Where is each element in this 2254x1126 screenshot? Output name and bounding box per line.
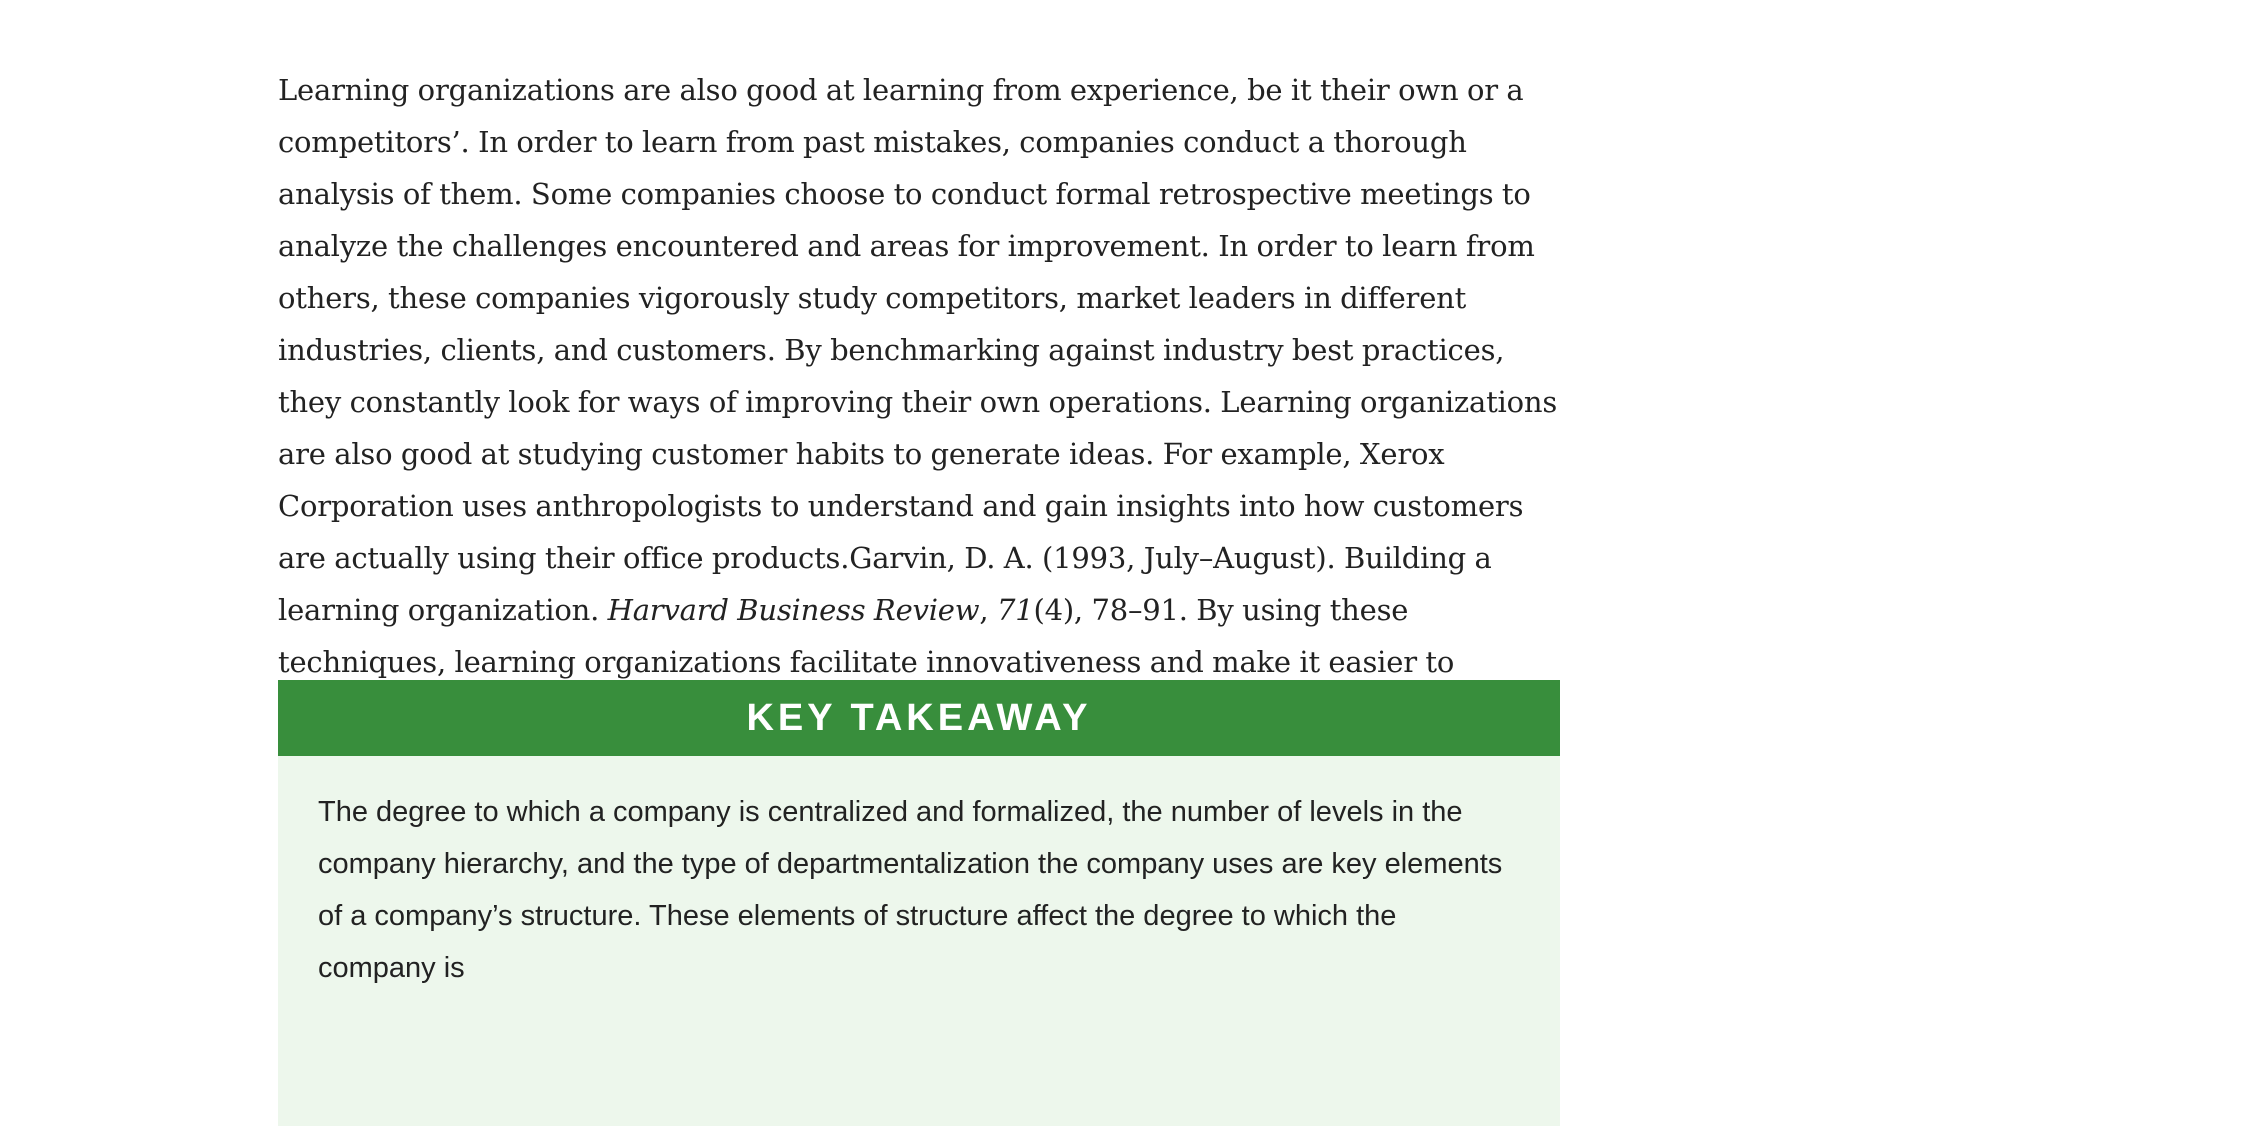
paragraph-text: Learning organizations are also good at learning from experience, be it their own or a competitors’. In order to learn from past mistakes, companies conduct a thorough analysis of them. Some companies choose to conduct formal retrospective meetings to analyze the challenges encountered and areas for improvement. In order to learn from others, these companies vigorously study competitors, market leaders in different industries, clients, and customers. By benchmarking against industry best practices, they constantly look for ways of improving their own operations. Learning organizations are also good at studying customer habits to generate ideas. For example, Xerox Corporation uses anthropologists to understand and gain insights into how customers are actually using their office products.Garvin, D. A. (1993, July–August). Building a learning organization. [278,73,1558,627]
article-body [278,64,1562,740]
body-paragraph [278,64,1562,740]
citation-separator: , [979,593,997,627]
paragraph-text-continued: (4), 78–91. By using these techniques, learning organizations facilitate innovativeness and make it easier to [278,593,1455,679]
key-takeaway-text: The degree to which a company is centralized and formalized, the number of levels in the company hierarchy, and the type of departmentalization the company uses are key elements of a company’s structure. These elements of structure affect the degree to which the company is [318,796,1503,984]
key-takeaway-box [278,680,1560,1126]
key-takeaway-header [278,680,1560,756]
citation-volume: 71 [996,593,1034,627]
key-takeaway-title: KEY TAKEAWAY [746,696,1092,739]
citation-journal: Harvard Business Review [607,593,980,627]
key-takeaway-content [278,756,1560,1126]
